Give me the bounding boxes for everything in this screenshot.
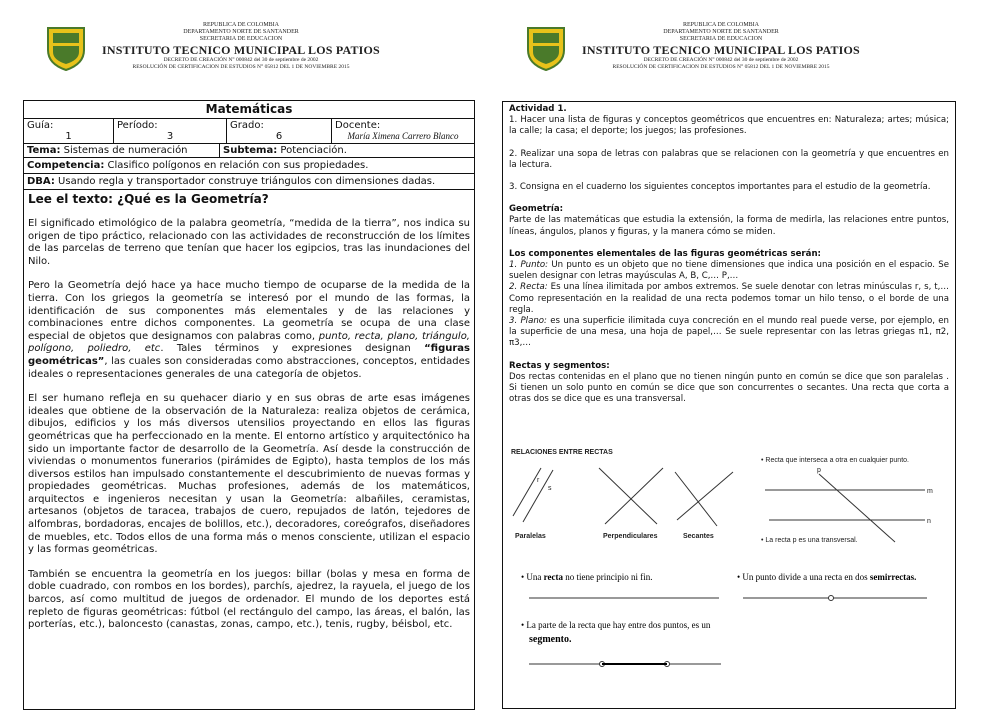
transversal-label-n: n — [927, 518, 931, 525]
transversal-label-m: m — [927, 488, 933, 495]
paragraph-3: El ser humano refleja en su quehacer diario y en sus obras de arte esas imágenes ideales que obtiene de la observación de la Naturaleza: realiza objetos de cerámica, dibujos, edificios y los más diversos utensilios proyectando en ellos las figuras geométricas que ha perfeccionado en la mente. El entorno artístico y arquitectónico ha sido un importante factor de desarrollo de la Geometría. Así desde la construcción de viviendas o monumentos funerarios (pirámides de Egipto), hasta templos de los más diversos estilos han impulsado constantemente el descubrimiento de nuevas formas y propiedades geométricas. Muchas profesiones, además de los matemáticos, arquitectos e ingenieros necesitan y usan la Geometría: albañiles, ceramistas, artesanos (objetos de taracea, trabajos de cuero, repujados de latón, tejedores de alfombras, bordadoras, encajes de bolillos, etc.), decoradores, coreógrafos, diseñadores de muebles, etc. Todos ellos de una forma más o menos consciente, utilizan el espacio y las formas geométricas. — [28, 393, 470, 556]
header-line3: SECRETARIA DE EDUCACION — [199, 36, 283, 42]
periodo-cell — [114, 119, 227, 143]
activity-text — [503, 102, 955, 405]
grado-value: 6 — [275, 131, 283, 142]
header-line2: DEPARTAMENTO NORTE DE SANTANDER — [663, 29, 779, 35]
subtema-value: Potenciación. — [277, 145, 347, 156]
segment-word: segmento. — [529, 634, 572, 645]
activity-page — [502, 101, 956, 709]
secant-line-1 — [675, 472, 717, 526]
plano-def — [509, 316, 949, 350]
seg-note-a: La parte de la recta que hay entre dos puntos, es un — [526, 620, 711, 630]
parallel-label-r: r — [537, 477, 540, 484]
semirrecta-point — [829, 596, 834, 601]
guide-info-row — [24, 119, 474, 144]
competencia-label: Competencia: — [27, 160, 105, 171]
semirrecta-note: • Un punto divide a una recta en dos semirrectas. — [737, 572, 917, 582]
components-title: Los componentes elementales de las figuras geométricas serán: — [509, 248, 821, 259]
p2-bold: “figuras geométricas” — [28, 343, 470, 367]
p2-text-a: Pero la Geometría dejó hace ya hace mucho tiempo de ocuparse de la medida de la tierra. Con los griegos la geometría se interesó por el mundo de las formas, la identificación de sus componentes más elementales y de las relaciones y combinaciones entre dichos componentes. La geometría se ocupa de una clase especial de objetos que designamos con palabras como, — [28, 280, 470, 342]
school-name: INSTITUTO TECNICO MUNICIPAL LOS PATIOS — [102, 43, 380, 57]
parallel-line-1 — [513, 468, 541, 516]
paralelas-label: Paralelas — [515, 533, 546, 540]
subtema-cell — [220, 144, 474, 157]
activity-title: Actividad 1. — [509, 104, 567, 114]
grado-label: Grado: — [230, 120, 264, 131]
recta-note: • Una recta no tiene principio ni fin. — [521, 572, 653, 582]
guia-value: 1 — [65, 131, 72, 142]
geometria-title: Geometría: — [509, 204, 564, 215]
header-line1: REPUBLICA DE COLOMBIA — [202, 22, 279, 28]
docente-signature: María Ximena Carrero Blanco — [347, 131, 459, 141]
header-resolution: RESOLUCIÓN DE CERTIFICACION DE ESTUDIOS N° 05812 DEL 1 DE NOVIEMBRE 2015 — [612, 64, 830, 70]
docente-label: Docente: — [335, 120, 381, 131]
dba-value: Usando regla y transportador construye triángulos con dimensiones dadas. — [54, 176, 436, 187]
p2-text-c: , las cuales son consideradas como abstracciones, conceptos, entidades ideales o representaciones generales de una categoría de objetos. — [28, 355, 470, 380]
paragraph-4: También se encuentra la geometría en los juegos: billar (bolas y mesa en forma de doble cuadrado, con rombos en los bordes), parchís, ajedrez, la rayuela, el juego de los barcos, así como multitud de juegos de ordenador. El mundo de los deportes está repleto de figuras geométricas: fútbol (el rectángulo del campo, las áreas, el balón, las porterías, etc.), baloncesto (canastas, zonas, campo, etc.), tenis, rugby, béisbol, etc. — [28, 568, 470, 631]
activity-item-2: 2. Realizar una sopa de letras con palabras que se relacionen con la geometría y que encuentres en la lectura. — [509, 148, 949, 170]
competencia-row — [24, 158, 474, 174]
recta-text: Es una línea ilimitada por ambos extremos. Se suele denotar con letras minúsculas r, s, t,… Como representación en la realidad de una recta podemos tomar un hilo tenso, o el borde de una regla. — [509, 282, 949, 315]
grado-cell — [227, 119, 332, 143]
competencia-value: Clasifico polígonos en relación con sus propiedades. — [104, 160, 369, 171]
perpendiculares-label: Perpendiculares — [603, 533, 658, 540]
transversal-p-line — [819, 474, 895, 542]
secantes-label: Secantes — [683, 533, 714, 540]
tema-value: Sistemas de numeración — [60, 145, 188, 156]
subtema-label: Subtema: — [223, 145, 278, 156]
paragraph-2 — [24, 280, 474, 381]
parallel-label-s: s — [548, 485, 552, 492]
tema-row — [24, 144, 474, 158]
punto-text: Un punto es un objeto que no tiene dimensiones que indica una posición en el espacio. Se suelen designar con letras mayúsculas A, B, C,… P,… — [509, 260, 950, 282]
periodo-label: Período: — [117, 120, 158, 131]
header-decree: DECRETO DE CREACIÓN N° 000842 del 30 de septiembre de 2002 — [163, 57, 319, 63]
recta-note-b: recta — [543, 572, 563, 582]
plano-text: es una superficie ilimitada cuya concreción en el mundo real puede verse, por ejemplo, en la superficie de una mesa, una hoja de papel,… Se suele representar con las letras griegas π1, π2, π3,… — [509, 316, 950, 349]
guia-label: Guía: — [27, 120, 54, 131]
tema-label: Tema: — [27, 145, 61, 156]
transversal-note: • La recta p es una transversal. — [761, 537, 858, 544]
school-name: INSTITUTO TECNICO MUNICIPAL LOS PATIOS — [582, 43, 860, 57]
transversal-label-p: p — [817, 467, 821, 474]
geometria-text: Parte de las matemáticas que estudia la extensión, la forma de medirla, las relaciones entre puntos, líneas, ángulos, planos y figuras, y la manera cómo se miden. — [509, 215, 949, 237]
dba-row — [24, 174, 474, 190]
periodo-value: 3 — [166, 131, 174, 142]
school-shield-icon — [44, 24, 88, 72]
header-line1: REPUBLICA DE COLOMBIA — [682, 22, 759, 28]
semi-note-a: Un punto divide a una recta en dos — [742, 572, 870, 582]
guia-cell — [24, 119, 114, 143]
activity-item-3: 3. Consigna en el cuaderno los siguientes conceptos importantes para el estudio de la geometría. — [509, 182, 931, 193]
recta-note-a: Una — [526, 572, 544, 582]
secant-line-2 — [677, 472, 733, 520]
header-left — [44, 22, 404, 82]
punto-def — [509, 260, 949, 282]
recta-def — [509, 282, 949, 316]
p2-text-b: . Tales términos y expresiones designan — [160, 343, 425, 355]
segment-note: • La parte de la recta que hay entre dos puntos, es un — [521, 620, 711, 630]
paragraph-1: El significado etimológico de la palabra geometría, “medida de la tierra”, nos indica su origen de tipo práctico, relacionado con las actividades de reconstrucción de los límites de las parcelas de terreno que tenían que hacer los egipcios, tras las inundaciones del Nilo. — [28, 218, 470, 267]
activity-item-1: 1. Hacer una lista de figuras y conceptos geométricos que encuentres en: Naturaleza; artes; música; la calle; la casa; el deporte; los juegos; las profesiones. — [509, 115, 949, 137]
reading-title: Lee el texto: ¿Qué es la Geometría? — [28, 192, 269, 206]
header-right — [524, 22, 884, 82]
semi-note-b: semirrectas. — [869, 572, 917, 582]
school-shield-icon — [524, 24, 568, 72]
tema-cell — [24, 144, 220, 157]
transversal-caption: • Recta que interseca a otra en cualquier punto. — [761, 457, 909, 464]
header-line2: DEPARTAMENTO NORTE DE SANTANDER — [183, 29, 299, 35]
header-line3: SECRETARIA DE EDUCACION — [679, 36, 763, 42]
guide-page — [23, 100, 475, 710]
docente-cell — [332, 119, 474, 143]
header-decree: DECRETO DE CREACIÓN N° 000842 del 30 de septiembre de 2002 — [643, 57, 799, 63]
header-text — [96, 22, 386, 71]
perpendicular-line-1 — [599, 468, 657, 524]
subject-title: Matemáticas — [24, 101, 474, 119]
rectas-title: Rectas y segmentos: — [509, 360, 610, 371]
punto-label: 1. Punto: — [509, 260, 549, 271]
perpendicular-line-2 — [605, 468, 663, 524]
recta-note-c: no tiene principio ni fin. — [562, 572, 653, 582]
plano-label: 3. Plano: — [509, 316, 547, 327]
p2-italic: punto, recta, plano, triángulo, polígono, poliedro, etc — [28, 330, 470, 355]
header-text — [576, 22, 866, 71]
lines-relations-figure — [507, 446, 949, 672]
header-resolution: RESOLUCIÓN DE CERTIFICACION DE ESTUDIOS N° 05812 DEL 1 DE NOVIEMBRE 2015 — [132, 64, 350, 70]
dba-label: DBA: — [27, 176, 55, 187]
rectas-text: Dos rectas contenidas en el plano que no tienen ningún punto en común se dice que son paralelas . Si tienen un solo punto en común se dice que son concurrentes o secantes. Una recta que corta a otras dos se dice que es una transversal. — [509, 371, 949, 405]
recta-label: 2. Recta: — [509, 282, 548, 293]
relations-heading: RELACIONES ENTRE RECTAS — [511, 449, 613, 456]
